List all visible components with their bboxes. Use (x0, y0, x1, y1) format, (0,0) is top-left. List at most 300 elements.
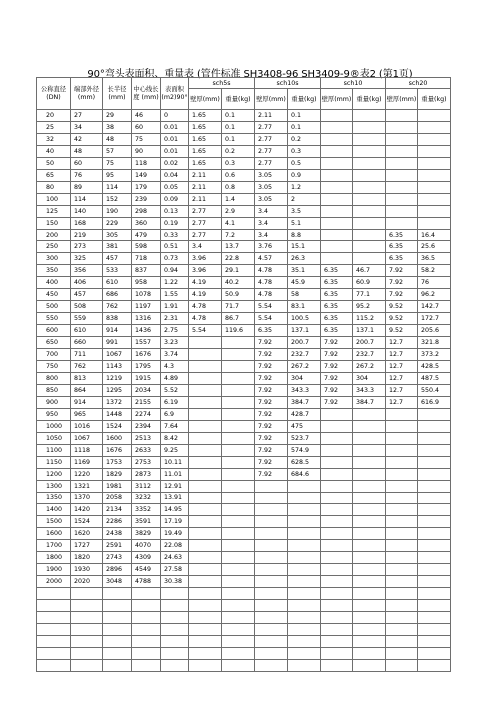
table-cell: 48 (103, 133, 132, 145)
table-cell (255, 623, 288, 635)
table-cell: 3.4 (189, 241, 222, 253)
table-cell: 343.3 (353, 384, 386, 396)
table-cell (71, 635, 103, 647)
table-row (37, 301, 451, 313)
table-cell (288, 647, 321, 659)
table-cell (189, 408, 222, 420)
table-cell: 400 (37, 277, 71, 289)
table-cell (255, 612, 288, 624)
table-row (37, 313, 451, 325)
table-cell: 190 (103, 205, 132, 217)
table-cell: 7.92 (255, 432, 288, 444)
table-cell: 3048 (103, 576, 132, 588)
table-cell: 75 (132, 133, 161, 145)
table-cell (161, 635, 189, 647)
table-cell (222, 444, 255, 456)
table-row (37, 169, 451, 181)
table-cell: 1800 (37, 552, 71, 564)
table-cell (222, 635, 255, 647)
table-cell (321, 217, 353, 229)
table-cell: 36.5 (418, 253, 451, 265)
table-cell: 100 (37, 193, 71, 205)
table-cell (37, 647, 71, 659)
table-cell: 35.1 (288, 265, 321, 277)
table-cell: 750 (37, 361, 71, 373)
table-row (37, 133, 451, 145)
table-cell: 457 (103, 253, 132, 265)
table-cell (418, 456, 451, 468)
table-cell (353, 516, 386, 528)
table-cell (418, 468, 451, 480)
table-cell (386, 205, 418, 217)
table-cell (189, 552, 222, 564)
table-cell: 2.11 (255, 110, 288, 122)
table-cell: 86.7 (222, 313, 255, 325)
table-cell: 29.1 (222, 265, 255, 277)
table-cell (321, 432, 353, 444)
header-group-sch10s: sch10s (255, 78, 321, 89)
table-cell (37, 588, 71, 600)
header-wall-thickness: 壁厚(mm) (386, 89, 418, 110)
table-cell: 9.52 (386, 301, 418, 313)
table-cell: 1500 (37, 516, 71, 528)
table-cell (386, 193, 418, 205)
table-cell (255, 576, 288, 588)
table-row (37, 576, 451, 588)
table-row (37, 253, 451, 265)
table-cell (189, 420, 222, 432)
table-cell: 2.11 (189, 181, 222, 193)
table-cell (321, 504, 353, 516)
table-cell: 25.6 (418, 241, 451, 253)
table-row (37, 564, 451, 576)
table-cell (353, 157, 386, 169)
table-cell: 0.1 (222, 110, 255, 122)
header-weight: 重量(kg) (418, 89, 451, 110)
table-cell: 8.42 (161, 432, 189, 444)
table-cell: 2.11 (189, 169, 222, 181)
table-cell: 22.8 (222, 253, 255, 265)
table-cell: 0.2 (288, 133, 321, 145)
table-cell: 60.9 (353, 277, 386, 289)
table-cell: 58 (288, 289, 321, 301)
table-cell (37, 623, 71, 635)
table-cell (189, 349, 222, 361)
table-cell (189, 504, 222, 516)
table-row (37, 157, 451, 169)
table-row (37, 205, 451, 217)
table-cell (418, 432, 451, 444)
table-cell: 30.38 (161, 576, 189, 588)
table-cell (386, 564, 418, 576)
table-cell (353, 253, 386, 265)
table-cell (222, 492, 255, 504)
table-cell: 1.65 (189, 145, 222, 157)
table-cell: 1200 (37, 468, 71, 480)
header-weight: 重量(kg) (353, 89, 386, 110)
table-cell: 7.92 (255, 349, 288, 361)
table-cell (386, 169, 418, 181)
table-cell: 4549 (132, 564, 161, 576)
table-cell (103, 659, 132, 671)
table-cell: 0.8 (222, 181, 255, 193)
table-row (37, 588, 451, 600)
table-cell: 80 (37, 181, 71, 193)
table-cell: 232.7 (353, 349, 386, 361)
table-row (37, 540, 451, 552)
table-cell (321, 121, 353, 133)
table-cell: 0.94 (161, 265, 189, 277)
table-cell: 7.92 (255, 456, 288, 468)
table-cell: 7.92 (321, 361, 353, 373)
table-cell: 356 (71, 265, 103, 277)
table-cell: 350 (37, 265, 71, 277)
table-cell (132, 612, 161, 624)
table-cell: 3.96 (189, 265, 222, 277)
table-cell: 610 (71, 325, 103, 337)
table-cell (386, 588, 418, 600)
table-cell (288, 623, 321, 635)
table-cell: 2.77 (255, 121, 288, 133)
table-cell (386, 456, 418, 468)
table-cell (321, 659, 353, 671)
table-cell: 7.92 (321, 372, 353, 384)
table-cell: 7.92 (386, 265, 418, 277)
header-weight: 重量(kg) (222, 89, 255, 110)
table-cell: 1524 (71, 516, 103, 528)
table-cell: 140 (71, 205, 103, 217)
table-cell: 7.92 (255, 420, 288, 432)
table-cell (222, 528, 255, 540)
table-cell: 32 (37, 133, 71, 145)
table-cell: 168 (71, 217, 103, 229)
table-cell (321, 588, 353, 600)
table-cell: 3829 (132, 528, 161, 540)
table-header (37, 78, 451, 110)
table-cell: 3352 (132, 504, 161, 516)
table-cell: 965 (71, 408, 103, 420)
table-cell: 0.05 (161, 181, 189, 193)
table-cell: 46.7 (353, 265, 386, 277)
table-cell (353, 217, 386, 229)
table-cell (321, 241, 353, 253)
table-cell: 9.52 (386, 325, 418, 337)
table-row (37, 480, 451, 492)
table-cell: 1753 (103, 456, 132, 468)
table-cell (321, 600, 353, 612)
table-cell: 232.7 (288, 349, 321, 361)
table-cell (189, 612, 222, 624)
table-cell: 1700 (37, 540, 71, 552)
table-cell: 650 (37, 337, 71, 349)
table-cell: 4.57 (255, 253, 288, 265)
table-cell (189, 659, 222, 671)
table-cell: 1118 (71, 444, 103, 456)
table-cell (321, 612, 353, 624)
table-cell: 700 (37, 349, 71, 361)
table-cell (353, 564, 386, 576)
table-cell (222, 468, 255, 480)
table-cell: 12.7 (386, 396, 418, 408)
table-cell (321, 480, 353, 492)
table-cell: 0.1 (222, 121, 255, 133)
table-cell (132, 623, 161, 635)
table-row (37, 384, 451, 396)
table-cell: 0.51 (161, 241, 189, 253)
table-row (37, 289, 451, 301)
table-cell: 12.7 (386, 361, 418, 373)
table-cell (321, 540, 353, 552)
table-title: 90°弯头表面积、重量表 (管件标准 SH3408-96 SH3409-9®表2 (第1页) (87, 69, 413, 80)
table-cell: 114 (103, 181, 132, 193)
table-cell: 50 (37, 157, 71, 169)
table-cell (418, 504, 451, 516)
table-cell: 610 (103, 277, 132, 289)
table-cell (103, 612, 132, 624)
table-cell: 2.9 (222, 205, 255, 217)
table-cell: 3.4 (255, 217, 288, 229)
table-cell: 660 (71, 337, 103, 349)
table-cell: 1524 (103, 420, 132, 432)
table-cell (418, 623, 451, 635)
table-cell: 1316 (132, 313, 161, 325)
table-cell: 1.4 (222, 193, 255, 205)
table-cell: 2134 (103, 504, 132, 516)
table-cell: 1.91 (161, 301, 189, 313)
table-cell: 267.2 (288, 361, 321, 373)
table-cell: 1981 (103, 480, 132, 492)
table-cell (71, 659, 103, 671)
table-cell (161, 623, 189, 635)
table-cell: 475 (288, 420, 321, 432)
table-cell: 4.19 (189, 289, 222, 301)
table-cell (288, 480, 321, 492)
table-cell (255, 600, 288, 612)
table-cell (132, 659, 161, 671)
table-cell: 550.4 (418, 384, 451, 396)
table-cell (222, 504, 255, 516)
table-cell: 3.5 (288, 205, 321, 217)
table-cell (288, 528, 321, 540)
table-cell: 6.35 (321, 301, 353, 313)
table-cell (418, 181, 451, 193)
table-cell: 0 (161, 110, 189, 122)
table-cell: 2.77 (255, 157, 288, 169)
table-cell (418, 576, 451, 588)
table-cell: 1600 (37, 528, 71, 540)
table-cell: 4.3 (161, 361, 189, 373)
table-cell: 864 (71, 384, 103, 396)
table-cell: 7.92 (386, 289, 418, 301)
table-cell (418, 205, 451, 217)
table-cell: 2034 (132, 384, 161, 396)
table-cell: 574.9 (288, 444, 321, 456)
table-cell: 686 (103, 289, 132, 301)
table-cell (222, 588, 255, 600)
table-cell (37, 635, 71, 647)
table-cell (321, 623, 353, 635)
table-cell: 1795 (132, 361, 161, 373)
table-cell: 27.58 (161, 564, 189, 576)
header-centerline-length: 中心线长度 (mm) (132, 78, 161, 110)
table-cell (418, 480, 451, 492)
table-cell (321, 420, 353, 432)
table-cell (321, 253, 353, 265)
table-cell (222, 456, 255, 468)
table-cell: 457 (71, 289, 103, 301)
table-cell: 304 (288, 372, 321, 384)
table-cell: 7.92 (255, 337, 288, 349)
table-cell: 5.54 (189, 325, 222, 337)
table-row (37, 325, 451, 337)
table-cell: 7.92 (255, 372, 288, 384)
table-cell: 58.2 (418, 265, 451, 277)
table-cell: 12.7 (386, 384, 418, 396)
table-cell (255, 588, 288, 600)
table-cell: 40.2 (222, 277, 255, 289)
table-cell: 6.35 (255, 325, 288, 337)
table-cell: 9.52 (386, 313, 418, 325)
table-cell: 71.7 (222, 301, 255, 313)
table-cell: 40 (37, 145, 71, 157)
table-cell: 0.09 (161, 193, 189, 205)
table-cell: 2.31 (161, 313, 189, 325)
table-cell: 25 (37, 121, 71, 133)
table-cell (386, 576, 418, 588)
table-cell (353, 600, 386, 612)
table-cell: 1829 (103, 468, 132, 480)
table-cell (353, 635, 386, 647)
table-cell: 1169 (71, 456, 103, 468)
table-cell: 1915 (132, 372, 161, 384)
table-cell: 1078 (132, 289, 161, 301)
table-cell: 1372 (103, 396, 132, 408)
table-cell: 2.77 (189, 229, 222, 241)
table-row (37, 600, 451, 612)
table-cell (132, 647, 161, 659)
table-cell: 7.92 (321, 384, 353, 396)
table-cell (189, 540, 222, 552)
table-cell: 50.9 (222, 289, 255, 301)
table-cell (255, 516, 288, 528)
table-cell (222, 432, 255, 444)
table-cell: 718 (132, 253, 161, 265)
table-cell (37, 600, 71, 612)
table-cell: 1220 (71, 468, 103, 480)
table-cell (189, 468, 222, 480)
table-cell: 2.11 (189, 193, 222, 205)
table-cell: 0.5 (288, 157, 321, 169)
table-cell (255, 492, 288, 504)
table-cell (189, 444, 222, 456)
table-cell: 119.6 (222, 325, 255, 337)
table-row (37, 647, 451, 659)
table-cell: 1295 (103, 384, 132, 396)
table-cell: 360 (132, 217, 161, 229)
table-cell (386, 504, 418, 516)
table-cell (222, 623, 255, 635)
table-cell (71, 612, 103, 624)
table-cell: 1321 (71, 480, 103, 492)
table-cell: 57 (103, 145, 132, 157)
table-cell: 2896 (103, 564, 132, 576)
table-cell: 2155 (132, 396, 161, 408)
table-row (37, 110, 451, 122)
table-cell (386, 635, 418, 647)
table-cell (222, 576, 255, 588)
table-cell: 6.35 (321, 277, 353, 289)
table-cell: 5.52 (161, 384, 189, 396)
table-cell: 6.35 (321, 265, 353, 277)
table-cell (321, 468, 353, 480)
table-cell: 838 (103, 313, 132, 325)
table-cell: 1.65 (189, 157, 222, 169)
table-cell: 152 (103, 193, 132, 205)
table-cell: 5.1 (288, 217, 321, 229)
table-cell (353, 588, 386, 600)
table-cell: 0.04 (161, 169, 189, 181)
table-cell: 6.35 (386, 229, 418, 241)
table-cell: 34 (71, 121, 103, 133)
table-cell: 60 (132, 121, 161, 133)
table-cell: 75 (103, 157, 132, 169)
table-cell: 7.92 (255, 396, 288, 408)
table-row (37, 492, 451, 504)
table-cell: 1.22 (161, 277, 189, 289)
table-cell (386, 600, 418, 612)
table-cell (255, 480, 288, 492)
table-cell: 95.2 (353, 301, 386, 313)
table-row (37, 396, 451, 408)
table-cell: 7.92 (255, 468, 288, 480)
table-cell (222, 361, 255, 373)
table-cell (132, 635, 161, 647)
table-cell: 89 (71, 181, 103, 193)
table-cell (418, 193, 451, 205)
table-cell (418, 647, 451, 659)
table-cell: 1676 (132, 349, 161, 361)
table-cell: 118 (132, 157, 161, 169)
table-cell: 628.5 (288, 456, 321, 468)
table-cell: 0.01 (161, 121, 189, 133)
table-cell: 4.78 (255, 277, 288, 289)
table-cell: 1.65 (189, 110, 222, 122)
table-cell (222, 480, 255, 492)
table-cell: 6.19 (161, 396, 189, 408)
table-cell: 1436 (132, 325, 161, 337)
table-cell (386, 552, 418, 564)
table-cell (189, 623, 222, 635)
table-cell: 3.05 (255, 169, 288, 181)
table-cell (353, 456, 386, 468)
table-cell (321, 456, 353, 468)
table-cell: 533 (103, 265, 132, 277)
table-cell: 598 (132, 241, 161, 253)
table-cell: 76 (71, 169, 103, 181)
table-cell: 3.23 (161, 337, 189, 349)
table-cell: 77.1 (353, 289, 386, 301)
table-cell: 991 (103, 337, 132, 349)
table-cell (288, 504, 321, 516)
table-cell: 2591 (103, 540, 132, 552)
table-cell (418, 444, 451, 456)
table-cell (353, 468, 386, 480)
table-cell: 428.7 (288, 408, 321, 420)
table-cell: 305 (103, 229, 132, 241)
table-cell: 29 (103, 110, 132, 122)
table-cell (353, 480, 386, 492)
table-cell: 3232 (132, 492, 161, 504)
